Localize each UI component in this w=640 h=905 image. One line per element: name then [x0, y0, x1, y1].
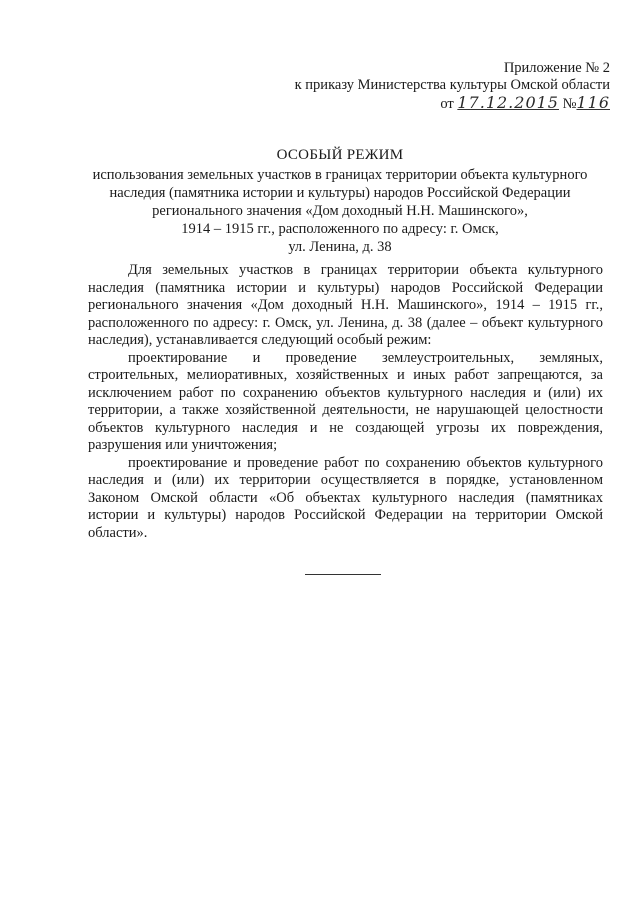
- title-line: наследия (памятника истории и культуры) народов Российской Федерации: [109, 185, 571, 201]
- document-body: [88, 262, 603, 542]
- title-line: ул. Ленина, д. 38: [288, 239, 392, 255]
- closing-separator-line: [305, 574, 381, 575]
- body-paragraph: проектирование и проведение работ по сохранению объектов культурного наследия и (или) их территории осуществляется в порядке, установленном Законом Омской области «Об объектах культурного наследия (памятниках истории и культуры) народов Российской Федерации на территории Омской области».: [88, 454, 603, 541]
- title-line: 1914 – 1915 гг., расположенного по адресу: г. Омск,: [181, 221, 499, 237]
- title-heading: ОСОБЫЙ РЕЖИМ: [276, 147, 404, 163]
- handwritten-date: 17.12.2015: [457, 93, 559, 112]
- document-title: [80, 146, 600, 256]
- body-paragraph: Для земельных участков в границах территории объекта культурного наследия (памятника истории и культуры) народов Российской Федерации регионального значения «Дом доходный Н.Н. Машинского», 1914 – 1915 гг., расположенного по адресу: г. Омск, ул. Ленина, д. 38 (далее – объект культурного наследия), устанавливается следующий особый режим:: [88, 262, 603, 348]
- title-line: регионального значения «Дом доходный Н.Н. Машинского»,: [152, 203, 528, 219]
- number-prefix: №: [562, 96, 577, 112]
- appendix-header: [250, 60, 610, 113]
- appendix-number: Приложение № 2: [503, 60, 610, 76]
- title-line: использования земельных участков в границах территории объекта культурного: [92, 167, 588, 183]
- body-paragraph: проектирование и проведение землеустроительных, земляных, строительных, мелиоративных, хозяйственных и иных работ запрещаются, за исключением работ по сохранению объектов культурного наследия и (или) их территории, а также хозяйственной деятельности, не нарушающей целостности объектов культурного наследия и не создающей угрозы их повреждения, разрушения или уничтожения;: [88, 349, 603, 453]
- appendix-order-reference: к приказу Министерства культуры Омской области: [294, 77, 610, 93]
- date-prefix: от: [440, 96, 454, 112]
- handwritten-number: 116: [576, 93, 610, 112]
- appendix-date-line: [250, 94, 610, 113]
